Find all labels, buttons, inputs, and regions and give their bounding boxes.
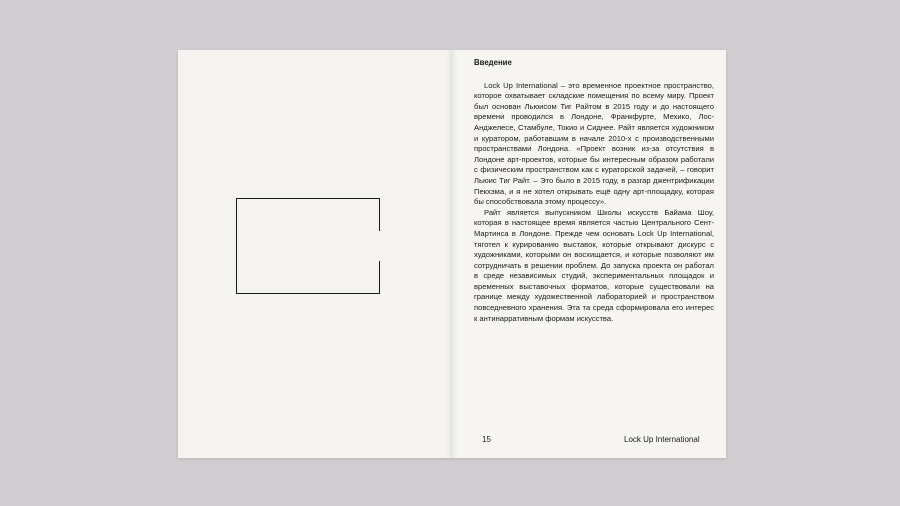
- paragraph-1: Lock Up International – это временное проектное пространство, которое охватывает складские помещения по всему миру. Проект был основан Льюисом Тиг Райтом в 2015 году и до настоящего времени проводился в Лондоне, Франкфурте, Мехико, Лос-Анджелесе, Стамбуле, Токио и Сиднее. Райт является художником и куратором, работавшим в начале 2010-х с производственными пространствами Лондона. «Проект возник из-за отсутствия в Лондоне арт-проектов, которые бы интересным образом работали с физическим пространством как с кураторской задачей, – говорит Льюис Тиг Райт. – Это было в 2015 году, в разгар джентрификации Пекхэма, и я не хотел открывать ещё одну арт-площадку, которая бы способствовала этому процессу».: [474, 80, 714, 207]
- outline-frame-illustration: [236, 198, 380, 294]
- book-spread: [178, 50, 726, 458]
- section-heading: Введение: [474, 58, 512, 67]
- page-number: 15: [482, 435, 491, 444]
- frame-edge-top: [379, 198, 380, 231]
- running-title: Lock Up International: [624, 435, 700, 444]
- left-page: [178, 50, 452, 458]
- frame-edge-bottom: [379, 261, 380, 294]
- paragraph-2: Райт является выпускником Школы искусств Байама Шоу, которая в настоящее время является частью Центрального Сент-Мартинса в Лондоне. Прежде чем основать Lock Up International, тяготел к курированию выставок, которые открывают дискурс с художниками, которыми он восхищается, и которые позволяют им сотрудничать в решении проблем. До запуска проекта он работал в среде независимых студий, экспериментальных площадок и временных выставочных форматов, которые существовали на границе между художественной лабораторией и пространством повседневного хранения. Эта та среда сформировала его интерес к антинарративным формам искусства.: [474, 207, 714, 323]
- text-block: [474, 58, 714, 324]
- book-gutter: [446, 50, 458, 458]
- right-page: [452, 50, 726, 458]
